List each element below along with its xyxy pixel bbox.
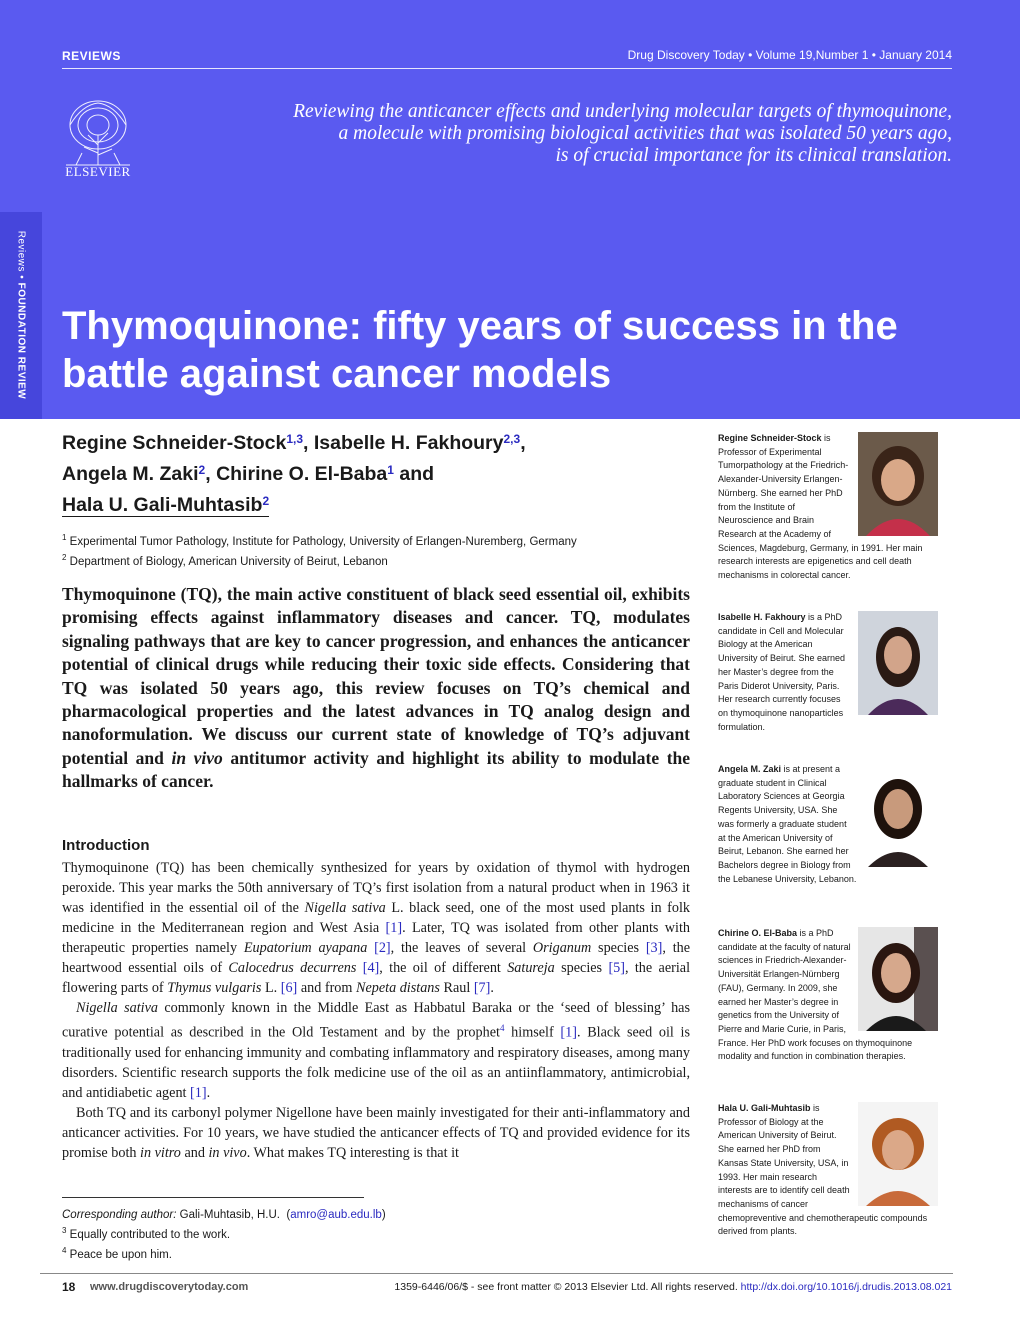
author-affil-sup[interactable]: 2: [262, 494, 270, 508]
abstract-italic: in vivo: [171, 747, 223, 768]
author-photo: [858, 432, 938, 536]
footnote-rule: [62, 1197, 364, 1198]
abstract-text-2: antitumor activity and highlight its ability to modulate the hallmarks of cancer.: [62, 747, 691, 792]
tagline-line-2: a molecule with promising biological activities that was isolated 50 years ago,: [338, 123, 952, 144]
publisher-name: ELSEVIER: [65, 164, 131, 179]
bio-text: is a PhD candidate in Cell and Molecular Biology at the American University of Beirut. She earned her Master’s degree from the Paris Diderot University, Paris. Her research currently focuses on thymoquinone nanoparticles formulation.: [718, 612, 846, 732]
introduction-heading: Introduction: [62, 837, 150, 854]
author-bio: [718, 927, 938, 1064]
journal-url-link[interactable]: www.drugdiscoverytoday.com: [90, 1281, 249, 1293]
author-name[interactable]: Chirine O. El-Baba: [216, 463, 388, 485]
author-name[interactable]: Isabelle H. Fakhoury: [313, 432, 504, 454]
author-name[interactable]: Regine Schneider-Stock: [62, 432, 287, 454]
author-and: and: [399, 463, 435, 485]
text: himself: [511, 1024, 554, 1041]
author-bio: [718, 432, 938, 583]
author-affil-sup[interactable]: 2,3: [503, 432, 521, 446]
title-line-1: Thymoquinone: fifty years of success in the: [62, 304, 898, 348]
author-name[interactable]: Angela M. Zaki: [62, 463, 199, 485]
text: , the aerial flowering parts of: [62, 960, 691, 996]
affiliation: [62, 550, 682, 570]
text: . Black seed oil is traditionally used for enhancing immunity and combating inflammatory and respiratory diseases, among many disorders. Scientific research supports the folk medicine use of the oil as an antiinflammatory, antimicrobial, and antidiabetic agent: [62, 1024, 691, 1101]
footnote-text: Equally contributed to the work.: [69, 1228, 231, 1241]
abstract-text-1: Thymoquinone (TQ), the main active constituent of black seed essential oil, exhibits promising effects against inflammatory diseases and cancer. TQ, modulates signaling pathways that are key to cancer progression, and enhances the anticancer potential of clinical drugs while reducing their toxic side effects. Considering that TQ was isolated 50 years ago, this review focuses on TQ’s chemical and pharmacological properties and the latest advances in TQ analog design and nanoformulation. We discuss our current state of knowledge of TQ’s adjuvant potential and: [62, 584, 690, 768]
citation-link[interactable]: [4]: [362, 960, 380, 976]
journal-citation: Drug Discovery Today • Volume 19,Number 1 • January 2014: [627, 48, 952, 62]
bio-text: is Professor of Biology at the American University of Beirut. She earned her PhD from Kansas State University, USA, in 1993. Her main research interests are to identify cell death mechanisms of cancer chemopreventive and chemotherapeutic compounds derived from plants.: [718, 1103, 928, 1237]
tagline-line-1: Reviewing the anticancer effects and underlying molecular targets of thymoquinone,: [293, 101, 952, 122]
text: species: [598, 940, 640, 956]
citation-link[interactable]: [7]: [473, 980, 491, 996]
text: Raul: [443, 980, 471, 996]
text: Thymoquinone (TQ) has been chemically synthesized for years by oxidation of thymol with hydrogen peroxide. This year marks the 50th anniversary of TQ’s first isolation from a natural product when in 1963 it was identified in the essential oil of the: [62, 860, 690, 916]
affiliation: [62, 530, 682, 550]
bio-text: is Professor of Experimental Tumorpathology at the Friedrich-Alexander-University Erlangen-Nürnberg. She earned her PhD from the Institute of Neuroscience and Brain Research at the Academy of Sciences, Magdeburg, Germany, in 1991. Her main research interests are epigenetics and cell death mechanisms in colorectal cancer.: [718, 433, 923, 581]
text: , the oil of different: [379, 960, 501, 976]
title-line-2: battle against cancer models: [62, 352, 612, 396]
citation-link[interactable]: [3]: [645, 940, 663, 956]
italic: Nigella sativa: [76, 1000, 158, 1016]
author-bio: [718, 1102, 938, 1239]
affiliation-text: Department of Biology, American University of Beirut, Lebanon: [69, 555, 388, 568]
footer-rule: [40, 1273, 953, 1274]
corresponding-name: Gali-Muhtasib, H.U.: [179, 1209, 280, 1221]
citation-link[interactable]: [2]: [374, 940, 391, 956]
author-affil-sup[interactable]: 1,3: [286, 432, 303, 446]
text: commonly known in the Middle East as Habbatul Baraka or the ‘seed of blessing’ has curative potential as described in the Old Testament and by the prophet: [62, 1000, 690, 1041]
article-title: [62, 302, 982, 398]
text: . Later, TQ was isolated from other plants with therapeutic properties namely: [62, 920, 690, 956]
bio-text: is a PhD candidate at the faculty of natural sciences in Friedrich-Alexander-Universität Erlangen-Nürnberg (FAU), Germany. In 2009, she earned her Master’s degree in genetics from the University of Pierre and Marie Curie, in Paris, France. Her PhD work focuses on thymoquinone modality and function in combination therapies.: [718, 928, 913, 1062]
footnote-num: 3: [62, 1226, 67, 1235]
corresponding-email-link[interactable]: amro@aub.edu.lb: [290, 1209, 382, 1221]
author-affil-sup[interactable]: 1: [387, 463, 394, 477]
citation-link[interactable]: [1]: [385, 920, 403, 936]
affiliation-text: Experimental Tumor Pathology, Institute for Pathology, University of Erlangen-Nuremberg, Germany: [69, 535, 577, 548]
footnote-text: Peace be upon him.: [69, 1248, 172, 1261]
introduction-body: [62, 858, 690, 1163]
author-photo: [858, 611, 938, 715]
tagline: [192, 101, 952, 167]
side-section-label: [0, 212, 42, 419]
copyright-text: 1359-6446/06/$ - see front matter © 2013 Elsevier Ltd. All rights reserved.: [394, 1281, 738, 1293]
author-photo: [858, 1102, 938, 1206]
text: Both TQ and its carbonyl polymer Nigellone have been mainly investigated for their anti-inflammatory and anticancer activities. For 10 years, we have studied the anticancer effects of TQ and provided evidence for its promise both: [62, 1104, 690, 1161]
text: .: [490, 980, 494, 996]
doi-link[interactable]: http://dx.doi.org/10.1016/j.drudis.2013.08.021: [740, 1281, 952, 1293]
italic: in vitro: [140, 1144, 181, 1161]
page-number: 18: [62, 1280, 76, 1294]
italic: Nepeta distans: [355, 980, 440, 996]
citation-link[interactable]: [6]: [280, 980, 298, 996]
italic: Thymus vulgaris: [167, 980, 262, 996]
bio-name: Regine Schneider-Stock: [718, 433, 822, 443]
paragraph-3: [62, 1103, 690, 1163]
italic: Nigella sativa: [304, 900, 386, 916]
side-label-foundation: FOUNDATION REVIEW: [15, 282, 27, 400]
paragraph-2: [62, 998, 690, 1103]
author-bio: [718, 611, 938, 734]
bio-text: is at present a graduate student in Clinical Laboratory Sciences at Georgia Regents University, USA. She was formerly a graduate student at the American University of Beirut, Lebanon. She earned her Bachelors degree in Biology from the Lebanese University, Lebanon.: [718, 764, 857, 884]
text: and from: [300, 980, 353, 996]
author-photo: [858, 927, 938, 1031]
citation-link[interactable]: [1]: [190, 1084, 207, 1101]
footnote-link[interactable]: 4: [499, 1023, 505, 1033]
citation-link[interactable]: [5]: [608, 960, 625, 976]
author-name[interactable]: Hala U. Gali-Muhtasib: [62, 494, 263, 516]
text: , the leaves of several: [390, 940, 527, 956]
author-photo: [858, 763, 938, 867]
italic: in vivo: [208, 1144, 247, 1161]
text: .: [206, 1084, 211, 1101]
affiliation-num: 1: [62, 533, 67, 542]
footnote-num: 4: [62, 1245, 67, 1255]
header-rule: [62, 68, 952, 69]
author-affil-sup[interactable]: 2: [198, 463, 206, 477]
text: L. black seed, one of the most used plants in folk medicine in the Mediterranean region and West Asia: [62, 900, 690, 936]
affiliations: [62, 530, 682, 570]
affiliation-num: 2: [62, 552, 67, 562]
italic: Eupatorium ayapana: [243, 940, 368, 956]
italic: Origanum: [532, 940, 592, 956]
tagline-line-3: is of crucial importance for its clinical translation.: [555, 145, 952, 166]
bio-name: Chirine O. El-Baba: [718, 928, 798, 938]
abstract: [62, 583, 690, 794]
author-list: Regine Schneider-Stock$^{1,3}$, Isabelle H. Fakhoury$^{2,3}$, Angela M. Zaki$^2$, Chirine O. El-Baba$^1$ and Hala U. Gali-Muhtasib$^2$: [62, 432, 526, 516]
text: L.: [264, 980, 278, 996]
copyright-line: [394, 1281, 952, 1293]
side-label-reviews: Reviews •: [15, 230, 27, 280]
text: . What makes TQ interesting is that it: [246, 1144, 459, 1161]
bio-name: Angela M. Zaki: [718, 764, 782, 774]
bio-name: Hala U. Gali-Muhtasib: [718, 1103, 811, 1113]
citation-link[interactable]: [1]: [560, 1024, 577, 1041]
text: species: [561, 960, 603, 976]
italic: Calocedrus decurrens: [228, 960, 357, 976]
italic: Satureja: [507, 960, 555, 976]
bio-name: Isabelle H. Fakhoury: [718, 612, 806, 622]
text: and: [184, 1144, 205, 1161]
corresponding-label: Corresponding author:: [62, 1209, 177, 1221]
text: , the heartwood essential oils of: [62, 940, 691, 976]
paragraph-1: [62, 858, 690, 998]
author-bio: [718, 763, 938, 886]
footnotes: Corresponding author: Gali-Muhtasib, H.U. (amro@aub.edu.lb) $^3$ Equally contributed to the work. $^4$ Peace be upon him.: [62, 1209, 386, 1261]
section-label: REVIEWS: [62, 49, 121, 63]
